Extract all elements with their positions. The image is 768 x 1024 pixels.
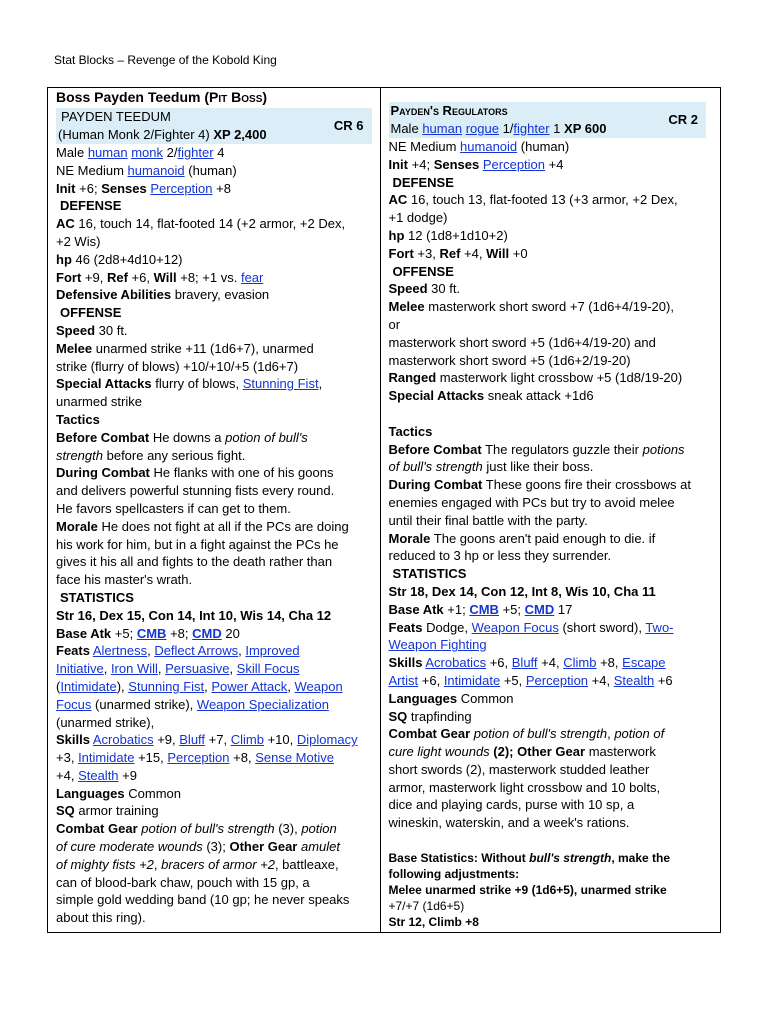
stat-line — [389, 191, 715, 209]
tactics-heading: Tactics — [56, 411, 100, 427]
link-monk[interactable]: monk — [131, 145, 163, 160]
stat-body — [56, 144, 380, 927]
stat-line — [389, 654, 715, 672]
link-perception-skill[interactable]: Perception — [525, 672, 589, 688]
stat-text: Fort — [56, 269, 82, 285]
stat-text: just like their boss. — [486, 459, 594, 475]
stat-text: Base Atk — [388, 601, 444, 617]
stat-block-regulators — [381, 88, 721, 932]
stat-text: +4; — [411, 156, 431, 172]
link-weapon-specialization[interactable]: Weapon Specialization — [196, 696, 329, 712]
link-human[interactable]: human — [87, 145, 128, 160]
stat-text: Before Combat — [388, 441, 482, 457]
stat-line — [389, 743, 715, 761]
stat-block-table — [47, 87, 721, 933]
stat-text: Feats — [388, 619, 423, 635]
stat-line — [389, 708, 715, 726]
stat-line: He favors spellcasters if can get to them. — [56, 500, 291, 516]
stat-text: Ref — [439, 245, 461, 261]
stat-text: Male — [390, 120, 419, 136]
stat-line — [56, 767, 380, 785]
stat-text: NE Medium — [56, 162, 124, 178]
stat-text: 4 — [217, 145, 225, 160]
stat-text: (human) — [188, 162, 237, 178]
link-weapon-focus-2[interactable]: Focus — [56, 696, 92, 712]
stat-line — [389, 298, 715, 316]
link-persuasive[interactable]: Persuasive — [165, 661, 230, 677]
stat-text: (unarmed strike), — [95, 696, 194, 712]
stat-text: +5; — [502, 601, 522, 617]
stat-line — [389, 369, 715, 387]
stat-text: +4, — [56, 767, 75, 783]
stat-line — [389, 476, 715, 494]
link-cmb[interactable]: CMB — [136, 625, 167, 641]
stat-line — [56, 749, 380, 767]
stat-text: Languages — [56, 785, 125, 801]
stat-text: before any serious fight. — [106, 447, 246, 463]
stat-text: Ref — [106, 269, 128, 285]
link-human[interactable]: human — [422, 120, 463, 136]
stat-line — [56, 856, 380, 874]
stat-line — [389, 882, 715, 898]
stat-text: Special Attacks — [388, 388, 485, 404]
stat-text: 30 ft. — [431, 281, 461, 297]
offense-heading: OFFENSE — [392, 263, 454, 279]
stat-text: Skills — [388, 655, 423, 671]
link-climb[interactable]: Climb — [230, 732, 264, 748]
stat-text: +10, — [267, 732, 294, 748]
stat-line: masterwork short sword +5 (1d6+4/19-20) and — [388, 334, 656, 350]
stat-line — [389, 690, 715, 708]
stat-text: +9, — [84, 269, 104, 285]
stat-line: (Intimidate), Stunning Fist, Power Attack, Weapon — [56, 678, 343, 694]
stat-line — [389, 138, 715, 156]
stat-line: dice and playing cards, purse with 10 sp, a — [388, 797, 635, 813]
stat-text: +8 — [216, 180, 231, 196]
stat-line — [389, 725, 715, 743]
stat-text: , — [318, 376, 323, 392]
link-fighter[interactable]: fighter — [513, 120, 550, 136]
stat-text: (3), — [278, 821, 298, 837]
stat-text: Skills — [56, 732, 90, 748]
stat-text: He downs a — [152, 429, 222, 445]
stat-line — [56, 322, 380, 340]
stat-line — [389, 458, 715, 476]
stat-text: potion of bull's strength — [473, 726, 608, 742]
stat-line — [56, 144, 380, 162]
stat-text: masterwork light crossbow +5 (1d8/19-20) — [439, 370, 683, 386]
stat-line — [56, 802, 380, 820]
stat-line: strike (flurry of blows) +10/+10/+5 (1d6+7) — [56, 358, 299, 374]
stat-text: Languages — [388, 690, 458, 706]
link-iron-will[interactable]: Iron Will — [110, 661, 158, 677]
defense-heading: DEFENSE — [392, 174, 454, 190]
stat-line — [56, 625, 380, 643]
stat-line — [389, 280, 715, 298]
stat-text: Init — [388, 156, 408, 172]
link-two-weapon-fighting-2[interactable]: Weapon Fighting — [388, 637, 487, 653]
stat-line: face his master's wrath. — [56, 572, 193, 588]
stat-text: Morale — [388, 530, 431, 546]
creature-name: PAYDEN TEEDUM — [61, 109, 171, 124]
link-stealth[interactable]: Stealth — [613, 672, 655, 688]
encounter-title — [56, 89, 380, 106]
link-weapon-focus[interactable]: Weapon Focus — [471, 619, 559, 635]
stat-text: 16, touch 13, flat-footed 13 (+3 armor, +2 Dex, — [410, 192, 678, 208]
stat-text: Morale — [56, 518, 98, 534]
stat-text: The regulators guzzle their — [485, 441, 639, 457]
link-cmd[interactable]: CMD — [192, 625, 222, 641]
stat-line: or — [388, 316, 401, 332]
link-climb[interactable]: Climb — [563, 655, 597, 671]
challenge-rating: CR 6 — [333, 118, 364, 133]
stat-text: flurry of blows, — [155, 376, 240, 392]
stat-text: Before Combat — [56, 429, 150, 445]
stat-text: +8, — [600, 655, 619, 671]
statistics-heading: STATISTICS — [60, 589, 134, 605]
stat-line: his work for him, but in a fight against the PCs he — [56, 536, 339, 552]
link-bluff[interactable]: Bluff — [511, 655, 538, 671]
link-perception[interactable]: Perception — [150, 180, 213, 196]
creature-header — [389, 102, 707, 138]
link-cmd[interactable]: CMD — [524, 601, 555, 617]
stat-text: 2/ — [166, 145, 178, 160]
stat-line: +7/+7 (1d6+5) — [388, 898, 465, 913]
creature-class — [58, 126, 372, 144]
stat-line — [389, 227, 715, 245]
stat-line: wineskin, waterskin, and a week's rations. — [388, 815, 630, 831]
stat-text: Init — [56, 180, 76, 196]
stat-text: potion of bull's — [225, 429, 308, 445]
link-bluff[interactable]: Bluff — [179, 732, 206, 748]
stat-text: of cure moderate wounds — [56, 839, 203, 855]
stat-text: Base Atk — [56, 625, 112, 641]
stat-text: Other Gear — [517, 744, 586, 760]
stat-line — [56, 518, 380, 536]
stat-line: simple gold wedding band (10 gp; he never speaks — [56, 892, 350, 908]
stat-line: Str 16, Dex 15, Con 14, Int 10, Wis 14, Cha 12 — [56, 607, 332, 623]
stat-line — [56, 251, 380, 269]
stat-text: Boss Payden Teedum ( — [56, 89, 210, 105]
stat-text: strength — [56, 447, 103, 463]
stat-line — [389, 441, 715, 459]
stat-text: AC — [388, 192, 408, 208]
stat-text: Defensive Abilities — [56, 287, 172, 303]
stat-text: +8, — [233, 750, 252, 766]
stat-text: +6, — [131, 269, 150, 285]
link-intimidate[interactable]: Intimidate — [443, 672, 501, 688]
stat-text: SQ — [388, 708, 408, 724]
stat-text: ) — [262, 89, 268, 105]
stat-text: 17 — [557, 601, 573, 617]
stat-text: SQ — [56, 803, 75, 819]
stat-text: hp — [56, 251, 72, 267]
stat-line: short swords (2), masterwork studded leather — [388, 761, 650, 777]
stat-text: Speed — [388, 281, 428, 297]
stat-line — [56, 340, 380, 358]
stat-text: unarmed strike +11 (1d6+7), unarmed — [95, 340, 314, 356]
link-fear[interactable]: fear — [240, 269, 264, 285]
stat-text: +1; — [447, 601, 466, 617]
stat-line — [56, 464, 380, 482]
link-acrobatics[interactable]: Acrobatics — [425, 655, 487, 671]
stat-text: 30 ft. — [98, 322, 128, 338]
stat-line — [56, 286, 380, 304]
creature-name: Payden's Regulators — [390, 103, 508, 118]
stat-text: +8; — [170, 625, 189, 641]
stat-text: +5, — [503, 672, 523, 688]
link-intimidate[interactable]: Intimidate — [60, 678, 117, 694]
stat-text: 12 (1d8+1d10+2) — [408, 227, 508, 243]
link-skill-focus[interactable]: Skill Focus — [236, 661, 300, 677]
stat-line — [56, 447, 380, 465]
stat-text: of mighty fists +2 — [56, 856, 154, 872]
stat-text: bull's strength — [529, 850, 612, 865]
stat-line: unarmed strike — [56, 394, 142, 410]
stat-text: Base Statistics: — [388, 850, 478, 865]
stat-line — [389, 832, 715, 850]
stat-text: XP 600 — [564, 120, 607, 136]
link-power-attack[interactable]: Power Attack — [211, 678, 288, 694]
stat-line: can of blood-bark chaw, pouch with 15 gp, a — [56, 874, 310, 890]
stat-text: 20 — [225, 625, 240, 641]
stat-line: Initiative, Iron Will, Persuasive, Skill Focus — [56, 661, 300, 677]
stat-line: following adjustments: — [388, 866, 520, 881]
stat-text: +0 — [512, 245, 528, 261]
stat-text: During Combat — [388, 477, 483, 493]
stat-text: Will — [486, 245, 510, 261]
stat-text: Without — [481, 850, 526, 865]
stat-text: (3); — [206, 839, 226, 855]
link-escape-artist-2[interactable]: Artist — [388, 672, 419, 688]
stat-text: +8; +1 vs. — [180, 269, 238, 285]
link-two-weapon-fighting[interactable]: Two- — [645, 619, 674, 635]
stat-text: The goons aren't paid enough to die. if — [433, 530, 656, 546]
link-acrobatics[interactable]: Acrobatics — [92, 732, 154, 748]
link-perception-skill[interactable]: Perception — [167, 750, 230, 766]
stat-line — [56, 785, 380, 803]
stat-body — [389, 138, 715, 930]
stat-text: He flanks with one of his goons — [153, 465, 334, 481]
stat-text: Melee unarmed strike +9 (1d6+5), unarmed strike — [388, 882, 667, 897]
stat-text: Common — [460, 690, 514, 706]
stat-text: +4, — [541, 655, 560, 671]
challenge-rating: CR 2 — [668, 112, 698, 127]
stat-line — [389, 387, 715, 405]
stat-text: +9, — [157, 732, 176, 748]
defense-heading: DEFENSE — [60, 198, 122, 214]
stat-text: bravery, evasion — [174, 287, 270, 303]
link-diplomacy[interactable]: Diplomacy — [296, 732, 358, 748]
stat-text: +6; — [79, 180, 98, 196]
stat-line: Str 18, Dex 14, Con 12, Int 8, Wis 10, Cha 11 — [388, 583, 656, 599]
creature-header — [56, 108, 372, 144]
stat-line — [389, 405, 715, 423]
stat-line — [389, 245, 715, 263]
stat-text: Pit Boss — [209, 89, 263, 105]
stat-text: , battleaxe, — [274, 856, 339, 872]
link-cmb[interactable]: CMB — [469, 601, 499, 617]
stat-line — [56, 375, 380, 393]
link-alertness[interactable]: Alertness — [92, 643, 148, 659]
stat-line: (unarmed strike), — [56, 714, 155, 730]
stat-line — [56, 180, 380, 198]
stat-text: masterwork — [588, 744, 656, 760]
stat-line: armor, masterwork light crossbow and 10 bolts, — [388, 779, 661, 795]
stat-line — [389, 672, 715, 690]
stat-line — [56, 429, 380, 447]
stat-block-payden — [48, 88, 381, 932]
stat-text: Will — [153, 269, 177, 285]
stat-text: potion — [301, 821, 337, 837]
tactics-heading: Tactics — [388, 423, 433, 439]
stat-line: about this ring). — [56, 910, 146, 926]
stat-text: bracers of armor +2 — [161, 856, 275, 872]
stat-line — [389, 156, 715, 174]
stat-text: +6, — [421, 672, 441, 688]
link-intimidate-skill[interactable]: Intimidate — [78, 750, 135, 766]
link-humanoid[interactable]: humanoid — [127, 162, 185, 178]
stat-text: Senses — [101, 180, 147, 196]
stat-text: Male — [56, 145, 85, 160]
stat-text: He does not fight at all if the PCs are doing — [101, 518, 349, 534]
stat-text: +4, — [591, 672, 611, 688]
stat-text: +9 — [122, 767, 137, 783]
stat-text: +4, — [464, 245, 483, 261]
stat-line: until their final battle with the party. — [388, 512, 588, 528]
stat-text: +5; — [114, 625, 134, 641]
stat-text: (human) — [520, 139, 570, 154]
stat-text: armor training — [78, 803, 159, 819]
stat-text: , — [153, 856, 158, 872]
stat-line: and delivers powerful stunning fists every round. — [56, 483, 335, 499]
stat-line: enemies engaged with PCs but try to avoid melee — [388, 494, 675, 510]
link-improved-initiative[interactable]: Improved — [245, 643, 300, 659]
link-sense-motive[interactable]: Sense Motive — [255, 750, 334, 766]
stat-text: Ranged — [388, 370, 437, 386]
stat-text: 1 — [553, 120, 561, 136]
stat-text: NE Medium — [388, 139, 457, 154]
stat-text: potion of — [614, 726, 665, 742]
stat-text: masterwork short sword +7 (1d6+4/19-20), — [428, 299, 674, 315]
stat-text: Special Attacks — [56, 376, 152, 392]
stat-line — [391, 120, 707, 138]
link-stunning-fist[interactable]: Stunning Fist — [242, 376, 319, 392]
stat-text: (Human Monk 2/Fighter 4) — [58, 126, 210, 142]
link-improved-initiative-2[interactable]: Initiative — [56, 661, 104, 677]
document-header: Stat Blocks – Revenge of the Kobold King — [54, 53, 277, 67]
stat-line — [389, 601, 715, 619]
stat-text: Common — [128, 785, 181, 801]
stat-line — [389, 636, 715, 654]
stat-text: trapfinding — [410, 708, 472, 724]
stat-line: +2 Wis) — [56, 233, 101, 249]
stat-text: , — [607, 726, 611, 742]
stat-line: reduced to 3 hp or less they surrender. — [388, 548, 612, 564]
stat-text: These goons fire their crossbows at — [485, 477, 691, 493]
stat-line — [56, 269, 380, 287]
link-stunning-fist-feat[interactable]: Stunning Fist — [128, 678, 205, 694]
stat-text: Speed — [56, 322, 96, 338]
stat-text: (2); — [493, 744, 514, 760]
base-statistics — [389, 850, 715, 866]
stat-line — [56, 820, 380, 838]
stat-text: amulet — [301, 839, 341, 855]
stat-text: Melee — [56, 340, 93, 356]
link-escape-artist[interactable]: Escape — [622, 655, 666, 671]
link-deflect-arrows[interactable]: Deflect Arrows — [154, 643, 239, 659]
stat-text: cure light wounds — [388, 744, 490, 760]
stat-line — [389, 619, 715, 637]
stat-line — [56, 731, 380, 749]
stat-text: +15, — [138, 750, 164, 766]
stat-line — [56, 215, 380, 233]
stat-text: hp — [388, 227, 405, 243]
stat-text: +6, — [489, 655, 509, 671]
statistics-heading: STATISTICS — [392, 566, 467, 582]
link-rogue[interactable]: rogue — [465, 120, 499, 136]
stat-text: XP 2,400 — [213, 126, 267, 142]
stat-text: Combat Gear — [56, 821, 138, 837]
stat-text: potions — [642, 441, 685, 457]
link-stealth[interactable]: Stealth — [78, 767, 119, 783]
stat-line: gives it his all and fights to the death rather than — [56, 554, 333, 570]
offense-heading: OFFENSE — [60, 305, 122, 321]
stat-text: potion of bull's strength — [141, 821, 275, 837]
stat-text: , make the — [611, 850, 671, 865]
stat-text: Dodge, — [426, 619, 469, 635]
stat-text: Other Gear — [229, 839, 298, 855]
stat-text: Fort — [388, 245, 414, 261]
stat-text: Melee — [388, 299, 425, 315]
stat-text: +4 — [548, 156, 564, 172]
stat-text: 46 (2d8+4d10+12) — [75, 251, 183, 267]
stat-text: +7, — [208, 732, 228, 748]
link-humanoid[interactable]: humanoid — [460, 139, 518, 154]
stat-text: AC — [56, 216, 75, 232]
stat-text: +3, — [56, 750, 75, 766]
stat-line: Feats Alertness, Deflect Arrows, Improved — [56, 643, 300, 659]
stat-line: masterwork short sword +5 (1d6+2/19-20) — [388, 352, 631, 368]
stat-text: During Combat — [56, 465, 150, 481]
link-perception[interactable]: Perception — [482, 156, 546, 172]
stat-line: +1 dodge) — [388, 210, 448, 226]
stat-text: 16, touch 14, flat-footed 14 (+2 armor, +2 Dex, — [78, 216, 346, 232]
stat-text: +6 — [657, 672, 673, 688]
stat-line — [56, 162, 380, 180]
stat-line — [56, 838, 380, 856]
stat-text: +3, — [417, 245, 436, 261]
stat-line — [56, 696, 380, 714]
link-weapon-focus[interactable]: Weapon — [294, 678, 343, 694]
link-fighter[interactable]: fighter — [177, 145, 214, 160]
stat-text: Combat Gear — [388, 726, 471, 742]
stat-text: of bull's strength — [388, 459, 483, 475]
stat-text: 1/ — [502, 120, 514, 136]
stat-text: (short sword), — [562, 619, 642, 635]
stat-text: Senses — [433, 156, 480, 172]
stat-text: sneak attack +1d6 — [487, 388, 594, 404]
stat-line — [389, 530, 715, 548]
stat-line: Str 12, Climb +8 — [388, 914, 479, 929]
stat-text: Feats — [56, 643, 90, 659]
